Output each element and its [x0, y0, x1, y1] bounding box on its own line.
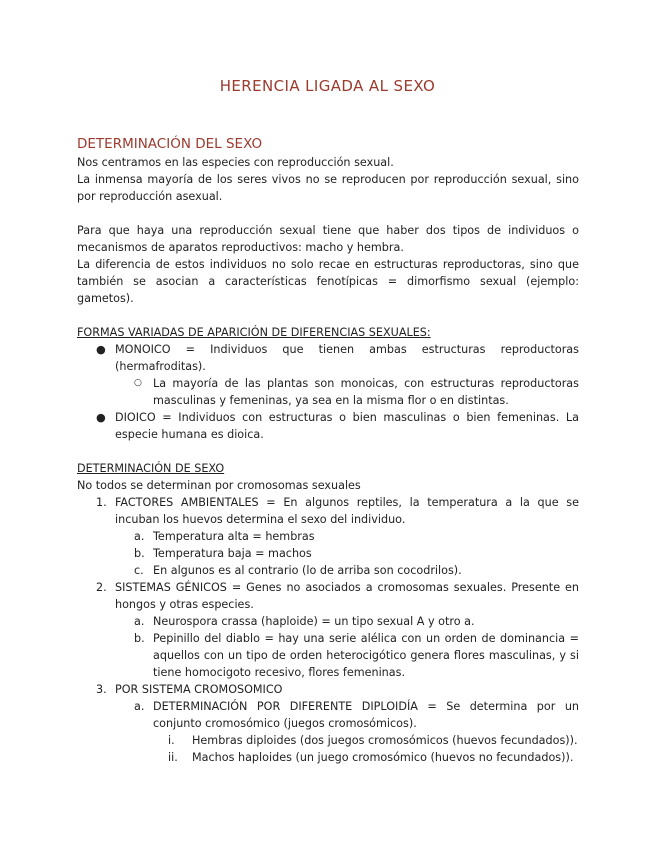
list-item-text: Pepinillo del diablo = hay una serie alélica con un orden de dominancia = aquellos con un tipo de orden heterocigótico genera flores masculinas, y si tiene homocigoto recesivo, flores femeninas.: [153, 632, 579, 679]
list-item-text: Temperatura baja = machos: [153, 547, 312, 560]
list-letter: b.: [134, 547, 145, 560]
list-item-text: Temperatura alta = hembras: [153, 530, 315, 543]
paragraph: No todos se determinan por cromosomas sexuales: [77, 479, 361, 492]
list-item-text: Neurospora crassa (haploide) = un tipo sexual A y otro a.: [153, 615, 475, 628]
bullet-icon: ●: [96, 343, 106, 356]
list-item-text: MONOICO = Individuos que tienen ambas estructuras reproductoras (hermafroditas).: [115, 343, 579, 373]
hollow-bullet-icon: ○: [134, 378, 142, 388]
list-item: [77, 409, 579, 443]
list-item: [77, 341, 579, 375]
lettered-item: [77, 613, 579, 630]
list-roman-numeral: i.: [168, 734, 175, 747]
lettered-item: [77, 698, 579, 732]
numbered-item: [77, 579, 579, 613]
list-letter: c.: [134, 564, 144, 577]
list-item-text: POR SISTEMA CROMOSOMICO: [115, 683, 283, 696]
list-letter: a.: [134, 615, 145, 628]
list-item-text: DETERMINACIÓN POR DIFERENTE DIPLOIDÍA = Se determina por un conjunto cromosómico (juegos cromosómicos).: [153, 700, 579, 730]
roman-item: [77, 749, 579, 766]
list-number: 1.: [96, 496, 107, 509]
numbered-item: [77, 681, 579, 698]
paragraph: Para que haya una reproducción sexual tiene que haber dos tipos de individuos o mecanismos de aparatos reproductivos: macho y hembra.: [77, 224, 579, 254]
roman-item: [77, 732, 579, 749]
bullet-icon: ●: [96, 411, 106, 424]
list-item: [77, 375, 579, 409]
list-item-text: Hembras diploides (dos juegos cromosómicos (huevos fecundados)).: [192, 734, 578, 747]
section-heading-determinacion-del-sexo: DETERMINACIÓN DEL SEXO: [77, 136, 263, 152]
list-number: 3.: [96, 683, 107, 696]
list-item-text: SISTEMAS GÉNICOS = Genes no asociados a cromosomas sexuales. Presente en hongos y otras especies.: [115, 581, 579, 611]
list-item-text: FACTORES AMBIENTALES = En algunos reptiles, la temperatura a la que se incuban los huevos determina el sexo del individuo.: [115, 496, 579, 526]
list-letter: a.: [134, 700, 145, 713]
document-title: HERENCIA LIGADA AL SEXO: [219, 77, 436, 95]
paragraph: La diferencia de estos individuos no solo recae en estructuras reproductoras, sino que también se asocian a características fenotípicas = dimorfismo sexual (ejemplo: gametos).: [77, 258, 579, 305]
list-item-text: Machos haploides (un juego cromosómico (huevos no fecundados)).: [192, 751, 574, 764]
numbered-item: [77, 494, 579, 528]
list-item-text: DIOICO = Individuos con estructuras o bien masculinas o bien femeninas. La especie humana es dioica.: [115, 411, 579, 441]
list-roman-numeral: ii.: [168, 751, 178, 764]
list-number: 2.: [96, 581, 107, 594]
list-item-text: En algunos es al contrario (lo de arriba son cocodrilos).: [153, 564, 462, 577]
list-item-text: La mayoría de las plantas son monoicas, con estructuras reproductoras masculinas y femeninas, ya sea en la misma flor o en distintas.: [153, 377, 579, 407]
paragraph: La inmensa mayoría de los seres vivos no se reproducen por reproducción sexual, sino por reproducción asexual.: [77, 173, 579, 203]
lettered-item: [77, 630, 579, 681]
section-heading-formas-variadas: FORMAS VARIADAS DE APARICIÓN DE DIFERENCIAS SEXUALES:: [77, 326, 431, 339]
lettered-item: [77, 545, 579, 562]
list-letter: b.: [134, 632, 145, 645]
lettered-item: [77, 562, 579, 579]
paragraph: Nos centramos en las especies con reproducción sexual.: [77, 156, 394, 169]
list-letter: a.: [134, 530, 145, 543]
lettered-item: [77, 528, 579, 545]
section-heading-determinacion-de-sexo: DETERMINACIÓN DE SEXO: [77, 462, 225, 475]
document-body: [77, 135, 579, 766]
